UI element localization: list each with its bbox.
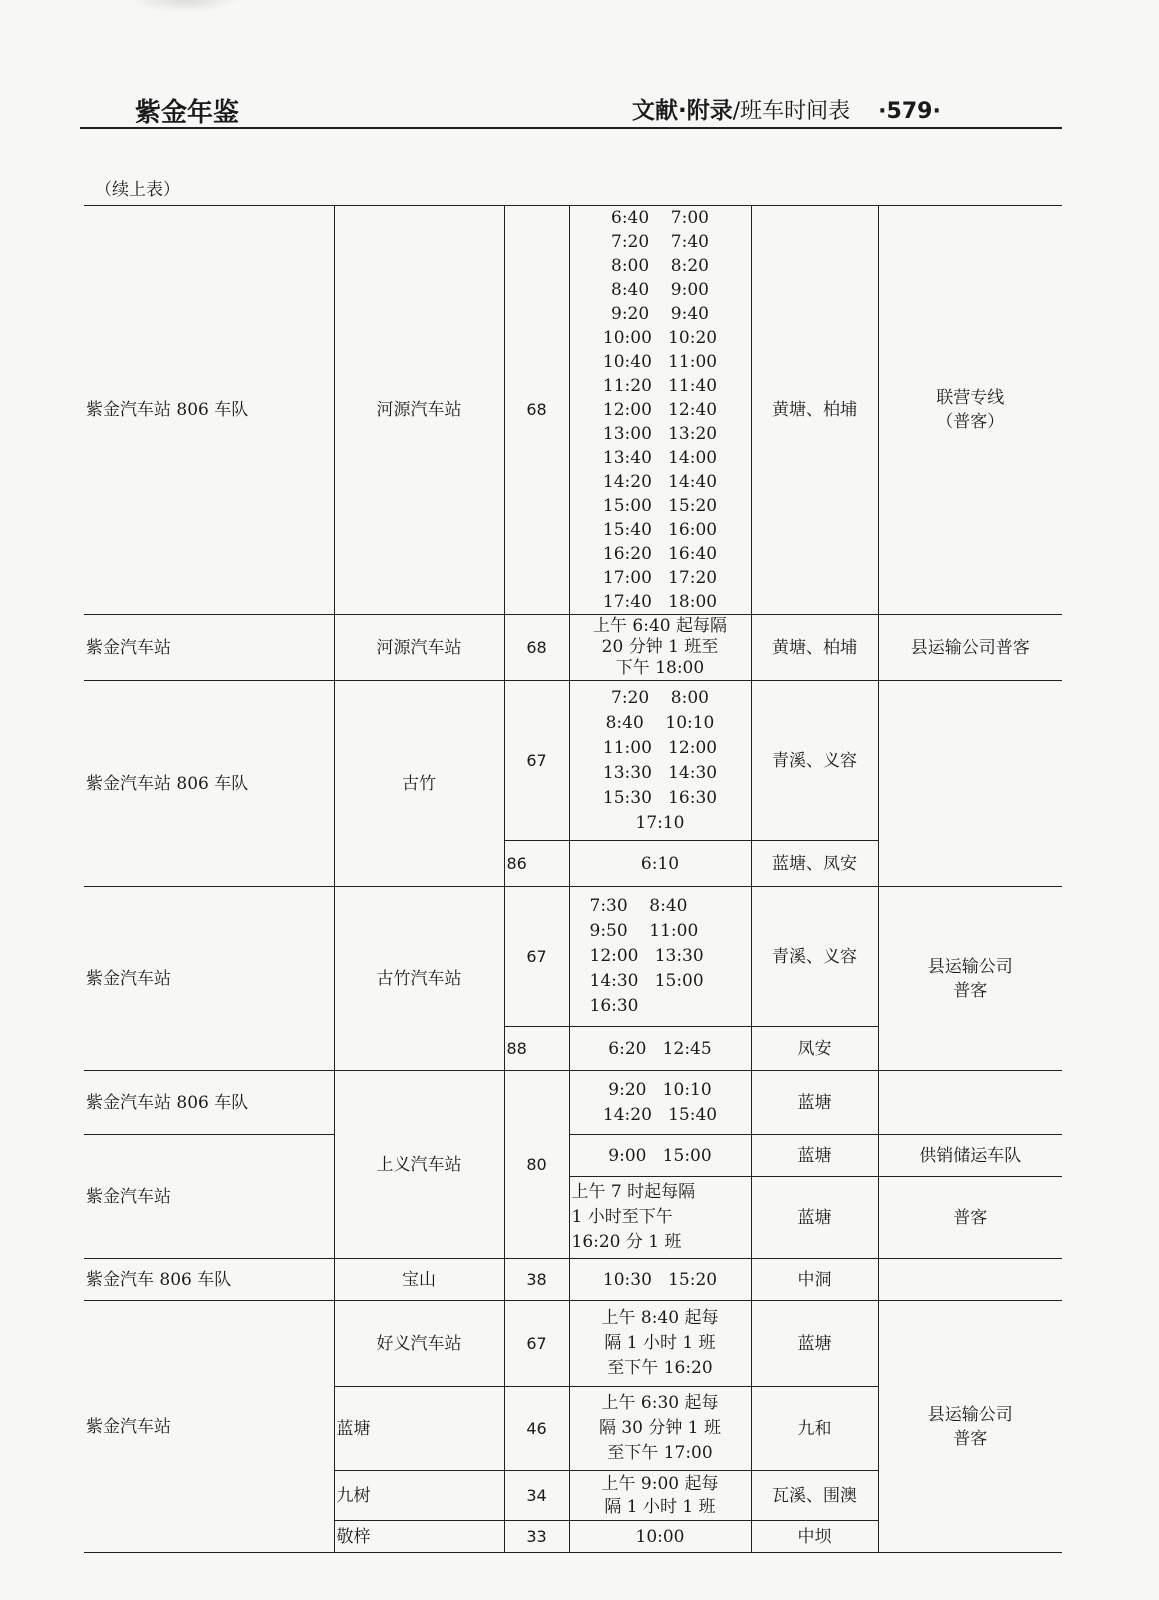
via-cell: 青溪、义容	[751, 887, 878, 1027]
destination-cell: 河源汽车站	[334, 615, 504, 681]
origin-cell: 紫金汽车站	[84, 887, 334, 1071]
via-cell: 蓝塘	[751, 1177, 878, 1259]
via-cell: 黄塘、柏埔	[751, 206, 878, 615]
subsection-title: /班车时间表	[732, 99, 851, 124]
destination-cell: 古竹	[334, 681, 504, 887]
via-cell: 中坝	[751, 1521, 878, 1553]
distance-cell: 68	[504, 206, 569, 615]
origin-cell: 紫金汽车站 806 车队	[84, 206, 334, 615]
via-cell: 青溪、义容	[751, 681, 878, 841]
via-cell: 中洞	[751, 1259, 878, 1301]
departure-times-cell: 6:10	[569, 841, 751, 887]
destination-cell: 河源汽车站	[334, 206, 504, 615]
note-cell: 县运输公司普客	[878, 615, 1062, 681]
distance-cell: 67	[504, 887, 569, 1027]
origin-cell: 紫金汽车站 806 车队	[84, 1071, 334, 1135]
via-cell: 瓦溪、围澳	[751, 1471, 878, 1521]
note-cell: 供销储运车队	[878, 1135, 1062, 1177]
note-cell: 联营专线 （普客）	[878, 206, 1062, 615]
departure-times-cell: 上午 6:30 起每 隔 30 分钟 1 班 至下午 17:00	[569, 1387, 751, 1471]
departure-times-cell: 上午 7 时起每隔 1 小时至下午 16:20 分 1 班	[569, 1177, 751, 1259]
distance-cell: 68	[504, 615, 569, 681]
page-number: ·579·	[878, 99, 941, 124]
departure-times-cell: 6:40 7:00 7:20 7:40 8:00 8:20 8:40 9:00 9:20 9:40 10:00 10:20 10:40 11:00 11:20 11:40 12:00 12:40 13:00 13:20 13:40 14:00 14:20 14:40 15:00 15:20 15:40 16:00 16:20 16:40 17:00 17:20 17:40 18:00	[569, 206, 751, 615]
section-title: 文献·附录	[632, 98, 733, 124]
via-cell: 黄塘、柏埔	[751, 615, 878, 681]
via-cell: 蓝塘	[751, 1135, 878, 1177]
table-row	[84, 1301, 1062, 1387]
distance-cell: 88	[504, 1027, 569, 1071]
distance-cell: 67	[504, 681, 569, 841]
table-row	[84, 1071, 1062, 1135]
note-cell	[878, 1071, 1062, 1135]
via-cell: 九和	[751, 1387, 878, 1471]
distance-cell: 34	[504, 1471, 569, 1521]
destination-cell: 蓝塘	[334, 1387, 504, 1471]
destination-cell: 敬梓	[334, 1521, 504, 1553]
origin-cell: 紫金汽车站 806 车队	[84, 681, 334, 887]
table-row	[84, 887, 1062, 1027]
destination-cell: 九树	[334, 1471, 504, 1521]
departure-times-cell: 10:30 15:20	[569, 1259, 751, 1301]
origin-cell: 紫金汽车 806 车队	[84, 1259, 334, 1301]
distance-cell: 46	[504, 1387, 569, 1471]
distance-cell: 67	[504, 1301, 569, 1387]
distance-cell: 38	[504, 1259, 569, 1301]
book-title: 紫金年鉴	[135, 98, 240, 128]
destination-cell: 好义汽车站	[334, 1301, 504, 1387]
departure-times-cell: 6:20 12:45	[569, 1027, 751, 1071]
note-cell: 县运输公司 普客	[878, 1301, 1062, 1553]
table-row	[84, 615, 1062, 681]
via-cell: 蓝塘	[751, 1301, 878, 1387]
destination-cell: 上义汽车站	[334, 1071, 504, 1259]
table-row	[84, 681, 1062, 841]
departure-times-cell: 上午 9:00 起每 隔 1 小时 1 班	[569, 1471, 751, 1521]
departure-times-cell: 10:00	[569, 1521, 751, 1553]
table-row	[84, 206, 1062, 615]
running-header	[632, 92, 941, 125]
distance-cell: 33	[504, 1521, 569, 1553]
note-cell: 县运输公司 普客	[878, 887, 1062, 1071]
departure-times-cell: 9:00 15:00	[569, 1135, 751, 1177]
via-cell: 蓝塘、凤安	[751, 841, 878, 887]
via-cell: 凤安	[751, 1027, 878, 1071]
scan-smudge	[130, 0, 240, 12]
origin-cell: 紫金汽车站	[84, 1135, 334, 1259]
destination-cell: 宝山	[334, 1259, 504, 1301]
departure-times-cell: 上午 6:40 起每隔 20 分钟 1 班至 下午 18:00	[569, 615, 751, 681]
note-cell: 普客	[878, 1177, 1062, 1259]
origin-cell: 紫金汽车站	[84, 615, 334, 681]
via-cell: 蓝塘	[751, 1071, 878, 1135]
departure-times-cell: 9:20 10:10 14:20 15:40	[569, 1071, 751, 1135]
continued-label: （续上表）	[95, 180, 180, 200]
origin-cell: 紫金汽车站	[84, 1301, 334, 1553]
distance-cell: 86	[504, 841, 569, 887]
departure-times-cell: 7:20 8:00 8:40 10:10 11:00 12:00 13:30 14:30 15:30 16:30 17:10	[569, 681, 751, 841]
departure-times-cell: 7:30 8:40 9:50 11:00 12:00 13:30 14:30 15:00 16:30	[569, 887, 751, 1027]
distance-cell: 80	[504, 1071, 569, 1259]
note-cell	[878, 1259, 1062, 1301]
header-rule	[80, 127, 1062, 129]
note-cell	[878, 681, 1062, 887]
bus-timetable	[84, 205, 1062, 1553]
departure-times-cell: 上午 8:40 起每 隔 1 小时 1 班 至下午 16:20	[569, 1301, 751, 1387]
table-row	[84, 1135, 1062, 1177]
table-row	[84, 1259, 1062, 1301]
destination-cell: 古竹汽车站	[334, 887, 504, 1071]
